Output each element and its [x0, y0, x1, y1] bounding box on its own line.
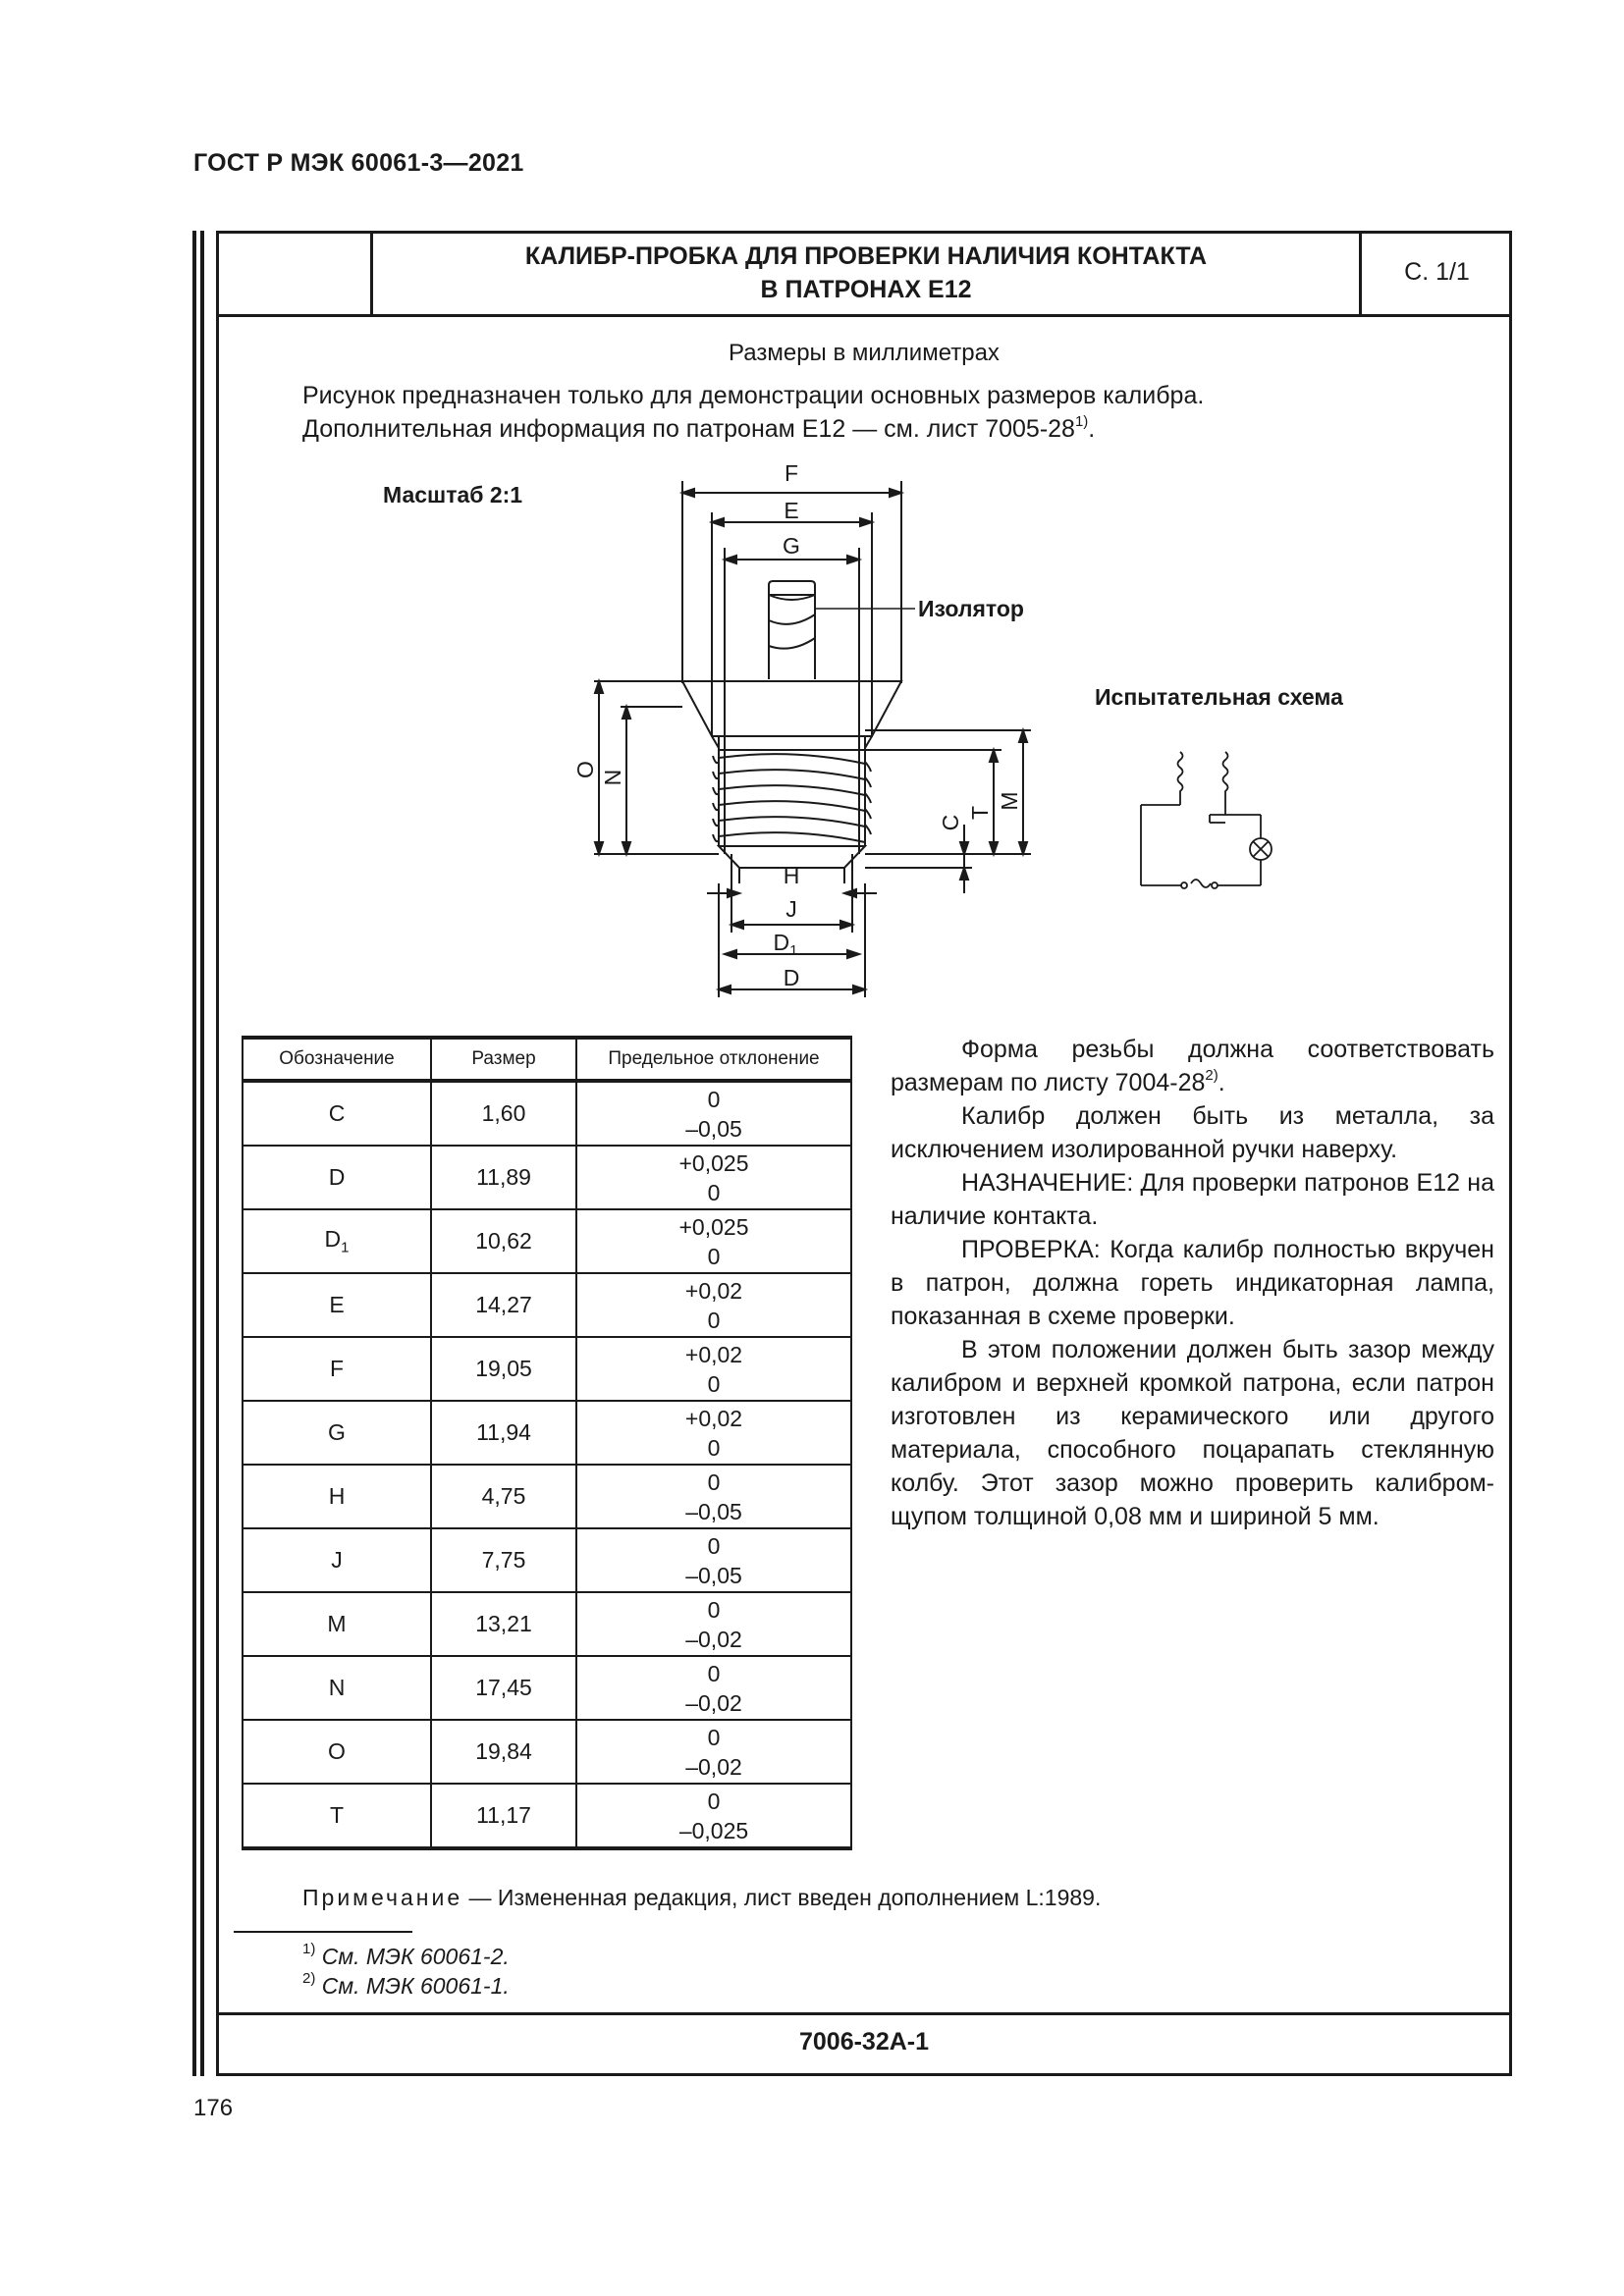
dim-label-T: T: [967, 805, 993, 821]
arrow: [712, 518, 724, 526]
dim-label-D: D: [783, 965, 800, 990]
arrow: [1019, 730, 1027, 742]
footnote-ref: 1): [1074, 412, 1089, 430]
footnote-separator: [234, 1931, 412, 1933]
cell-symbol: G: [243, 1401, 431, 1465]
paragraph: Форма резьбы должна соответствовать размерам по листу 7004-28$^{2)}$.: [891, 1036, 1494, 1096]
column-header-symbol: Обозначение: [243, 1038, 431, 1081]
gauge-collar: [719, 736, 865, 750]
note: Примечание — Измененная редакция, лист введен дополнением L:1989.: [302, 1885, 1102, 1910]
test-scheme-label: Испытательная схема: [1095, 684, 1343, 710]
table-row: [243, 1337, 851, 1401]
table-row: [243, 1528, 851, 1592]
cell-symbol: J: [243, 1528, 431, 1592]
cell-size: 11,89: [431, 1146, 576, 1209]
sheet-code: 7006-32А-1: [798, 2028, 930, 2056]
insulator-line: [769, 638, 815, 649]
gauge-drawing: [353, 452, 1375, 1011]
cell-symbol: $D_1$: [243, 1209, 431, 1273]
cell-tolerance: 0 –0,02: [576, 1656, 851, 1720]
cell-tolerance: +0,02 0: [576, 1337, 851, 1401]
gauge-flange: [712, 736, 719, 748]
cell-size: 1,60: [431, 1081, 576, 1146]
cell-tolerance: 0 –0,05: [576, 1528, 851, 1592]
cell-tolerance: +0,02 0: [576, 1273, 851, 1337]
dim-label-M: M: [997, 791, 1022, 811]
cell-tolerance: +0,025 0: [576, 1146, 851, 1209]
cell-size: 14,27: [431, 1273, 576, 1337]
arrow: [960, 868, 968, 880]
title-empty-cell: [216, 231, 373, 314]
requirements-text: [891, 1033, 1494, 1533]
footnote-2: $^{2)}$ См. МЭК 60061-1.: [302, 1970, 510, 1999]
table-row: [243, 1465, 851, 1528]
paragraph: НАЗНАЧЕНИЕ: Для проверки патронов Е12 на наличие контакта.: [891, 1169, 1494, 1230]
arrow: [595, 842, 603, 854]
arrow: [595, 681, 603, 693]
cell-symbol: C: [243, 1081, 431, 1146]
arrow: [682, 489, 694, 497]
cell-symbol: O: [243, 1720, 431, 1784]
cell-size: 7,75: [431, 1528, 576, 1592]
cell-size: 10,62: [431, 1209, 576, 1273]
intro-line2: Дополнительная информация по патронам Е12 — см. лист 7005-28$^{1)}$.: [302, 412, 1096, 443]
column-header-tolerance: Предельное отклонение: [576, 1038, 851, 1081]
arrow: [990, 842, 998, 854]
footer-separator: [216, 2012, 1512, 2015]
arrow: [725, 556, 736, 563]
footnote-1: $^{1)}$ См. МЭК 60061-2.: [302, 1941, 510, 1969]
margin-bar: [200, 231, 204, 2076]
arrow: [623, 707, 630, 719]
paragraph: В этом положении должен быть зазор между калибром и верхней кромкой патрона, если патрон изготовлен из керамического или другого материала, способного поцарапать стеклянную колбу. Этот зазор можно проверить калибром-щупом толщиной 0,08 мм и шириной 5 мм.: [891, 1336, 1494, 1530]
cell-symbol: E: [243, 1273, 431, 1337]
cell-size: 11,17: [431, 1784, 576, 1848]
footnote-ref: 2): [1205, 1066, 1218, 1084]
gauge-flange: [682, 681, 901, 736]
dim-label-C: C: [938, 814, 963, 831]
intro-line1: Рисунок предназначен только для демонстрации основных размеров калибра.: [302, 382, 1205, 409]
cell-tolerance: 0 –0,02: [576, 1720, 851, 1784]
dim-label-J: J: [785, 896, 797, 922]
arrow: [847, 556, 859, 563]
insulator-line: [769, 614, 815, 624]
cell-tolerance: 0 –0,02: [576, 1592, 851, 1656]
cell-tolerance: 0 –0,05: [576, 1465, 851, 1528]
cell-size: 11,94: [431, 1401, 576, 1465]
cell-symbol: D: [243, 1146, 431, 1209]
column-header-size: Размер: [431, 1038, 576, 1081]
arrow: [860, 518, 872, 526]
table-row: [243, 1081, 851, 1146]
cell-size: 4,75: [431, 1465, 576, 1528]
arrow: [847, 950, 859, 958]
dim-label-H: H: [783, 863, 800, 888]
cell-size: 19,05: [431, 1337, 576, 1401]
cell-size: 19,84: [431, 1720, 576, 1784]
dim-label-E: E: [784, 498, 799, 523]
table-row: [243, 1784, 851, 1848]
cell-tolerance: 0 –0,05: [576, 1081, 851, 1146]
table-row: [243, 1656, 851, 1720]
gauge-flange: [865, 736, 872, 748]
arrow: [844, 889, 856, 897]
arrow: [1019, 842, 1027, 854]
cell-tolerance: 0 –0,025: [576, 1784, 851, 1848]
page-number: 176: [193, 2095, 234, 2121]
cell-symbol: N: [243, 1656, 431, 1720]
test-circuit: [1141, 752, 1272, 888]
document-header: ГОСТ Р МЭК 60061-3—2021: [193, 149, 524, 177]
cell-tolerance: +0,02 0: [576, 1401, 851, 1465]
cell-symbol: H: [243, 1465, 431, 1528]
sheet-title-line1: КАЛИБР-ПРОБКА ДЛЯ ПРОВЕРКИ НАЛИЧИЯ КОНТАКТА: [524, 241, 1208, 270]
title-block: [216, 231, 1512, 317]
cell-tolerance: +0,025 0: [576, 1209, 851, 1273]
insulator-label: Изолятор: [918, 596, 1024, 621]
dim-label-D1: $D_1$: [773, 930, 798, 959]
table-row: [243, 1592, 851, 1656]
dimensions-table: [242, 1036, 852, 1850]
arrow: [853, 986, 865, 993]
cell-size: 17,45: [431, 1656, 576, 1720]
arrow: [840, 921, 852, 929]
cell-symbol: T: [243, 1784, 431, 1848]
arrow: [960, 842, 968, 854]
dim-label-F: F: [784, 460, 799, 486]
cell-symbol: F: [243, 1337, 431, 1401]
arrow: [623, 842, 630, 854]
arrow: [725, 950, 736, 958]
arrow: [890, 489, 901, 497]
paragraph: Калибр должен быть из металла, за исключением изолированной ручки наверху.: [891, 1102, 1494, 1163]
arrow: [728, 889, 739, 897]
margin-bar: [192, 231, 196, 2076]
thread: [713, 750, 871, 846]
dim-label-O: O: [572, 761, 598, 778]
dim-label-G: G: [783, 533, 800, 559]
sheet-title: [373, 231, 1359, 314]
insulator-top: [769, 581, 815, 595]
paragraph: ПРОВЕРКА: Когда калибр полностью вкручен в патрон, должна гореть индикаторная лампа, показанная в схеме проверки.: [891, 1236, 1494, 1330]
dimensions-caption: Размеры в миллиметрах: [729, 340, 1000, 366]
table-row: [243, 1401, 851, 1465]
scale-label: Масштаб 2:1: [383, 482, 523, 507]
sheet-title-line2: В ПАТРОНАХ Е12: [760, 275, 972, 303]
cell-size: 13,21: [431, 1592, 576, 1656]
table-row: [243, 1273, 851, 1337]
arrow: [719, 986, 731, 993]
cell-symbol: M: [243, 1592, 431, 1656]
table-row: [243, 1720, 851, 1784]
intro-text: [302, 379, 1204, 446]
table-row: [243, 1146, 851, 1209]
table-row: [243, 1209, 851, 1273]
arrow: [990, 750, 998, 762]
table-header-row: [243, 1038, 851, 1081]
sheet-page-number: С. 1/1: [1359, 231, 1512, 314]
arrow: [731, 921, 743, 929]
dim-label-N: N: [600, 769, 625, 786]
